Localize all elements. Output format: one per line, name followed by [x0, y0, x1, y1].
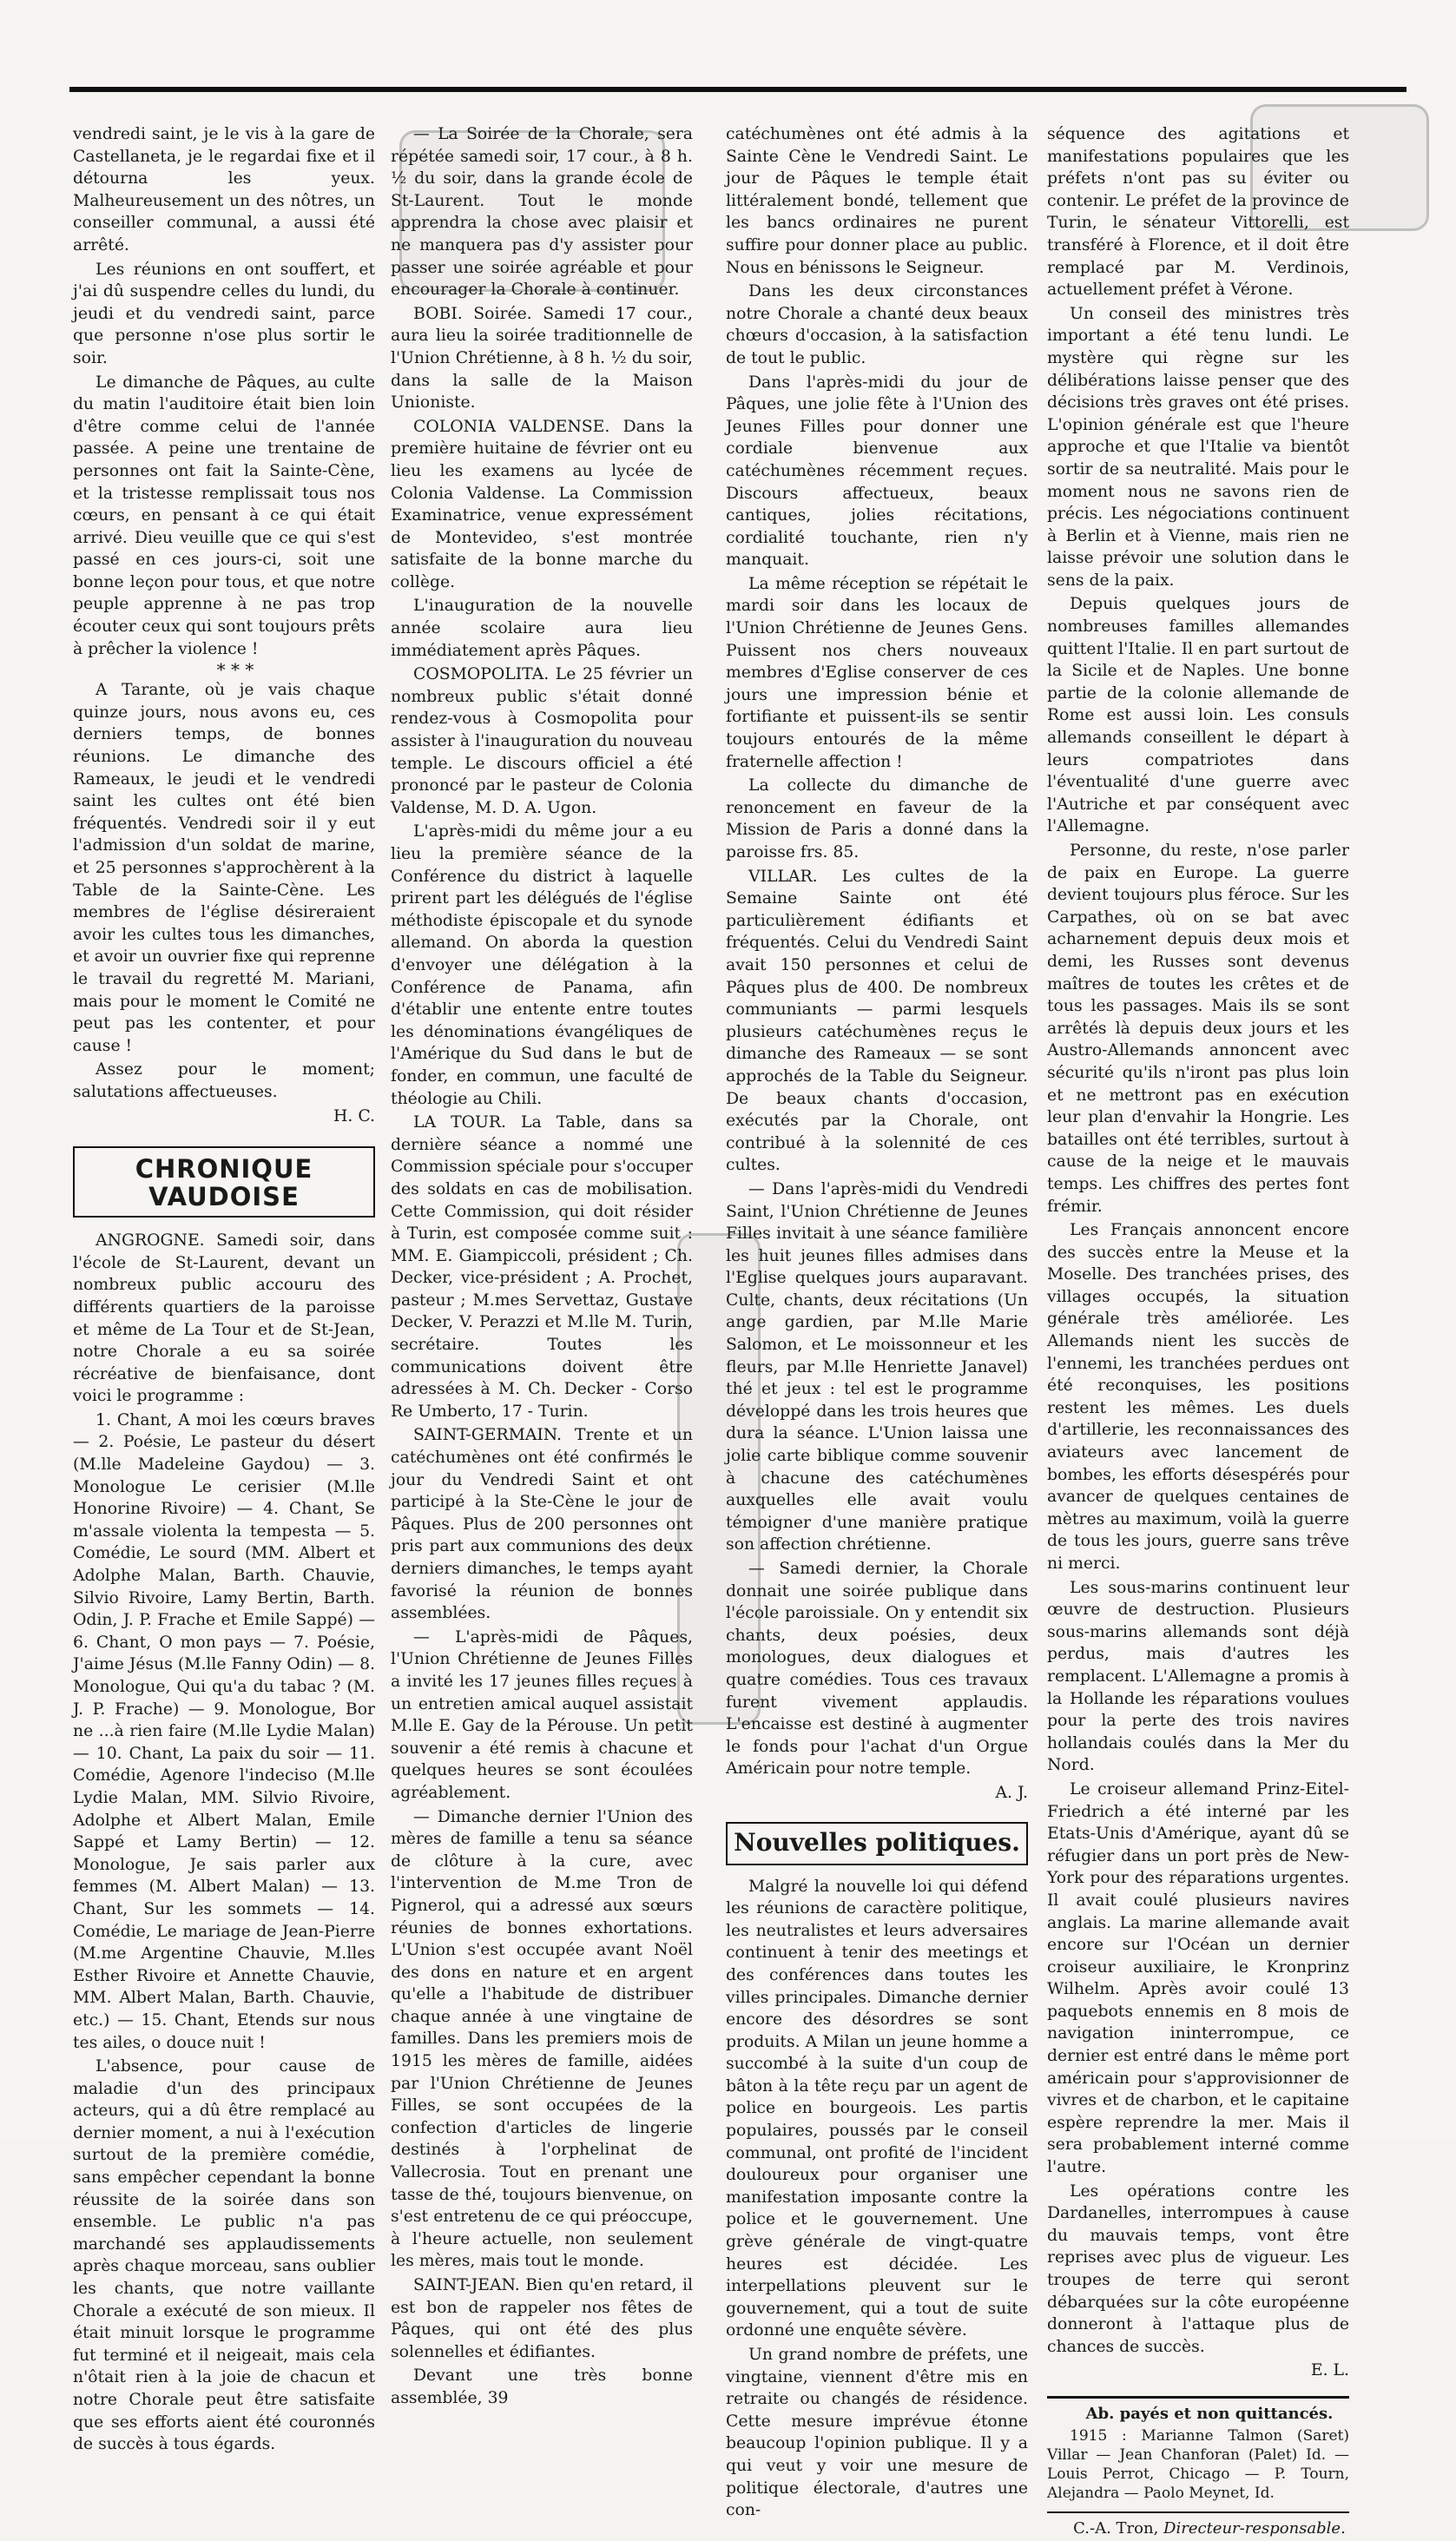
- paragraph: Un conseil des ministres très important a été tenu lundi. Le mystère qui règne sur les délibérations laisse penser que des décisions très graves ont été prises. L'opinion générale est que l'heure approche et que l'Italie va bientôt sortir de sa neutralité. Mais pour le moment nous ne savons rien de précis. Les négociations continuent à Berlin et à Vienne, mais rien ne laisse prévoir une solution dans le sens de la paix.: [1047, 304, 1349, 590]
- paragraph: La collecte du dimanche de renoncement en faveur de la Mission de Paris a donné dans la paroisse frs. 85.: [726, 776, 1028, 861]
- paragraph: Assez pour le moment; salutations affectueuses.: [73, 1060, 375, 1101]
- paragraph: catéchumènes ont été admis à la Sainte Cène le Vendredi Saint. Le jour de Pâques le temple était littéralement bondé, tellement que les bancs ordinaires ne purent suffire pour donner place au public. Nous en bénissons le Seigneur.: [726, 125, 1028, 277]
- paragraph: — Dans l'après-midi du Vendredi Saint, l'Union Chrétienne de Jeunes Filles invitait à une séance familière les huit jeunes filles admises dans l'Eglise quelques jours auparavant. Culte, chants, deux récitations (Un ange gardien, par M.lle Marie Salomon, et Le moissonneur et les fleurs, par M.lle Henriette Janavel) thé et jeux : tel est le programme développé dans les trois heures que dura la séance. L'Union laissa une jolie carte biblique comme souvenir à chacune des catéchumènes auxquelles elle avait voulu témoigner d'une manière pratique son affection chrétienne.: [726, 1179, 1028, 1554]
- paragraph: SAINT-GERMAIN. Trente et un catéchumènes ont été confirmés le jour du Vendredi Saint et ont participé à la Ste-Cène le jour de Pâques. Plus de 200 personnes ont pris part aux communions des deux derniers dimanches, le temps ayant favorisé la réunion de bonnes assemblées.: [391, 1426, 693, 1623]
- director-line: [1047, 2518, 1349, 2539]
- paragraph: ANGROGNE. Samedi soir, dans l'école de St-Laurent, devant un nombreux public accouru des différents quartiers de la paroisse et même de La Tour et de St-Jean, notre Chorale a eu sa soirée récréative de bienfaisance, dont voici le programme :: [73, 1231, 375, 1406]
- paragraph: BOBI. Soirée. Samedi 17 cour., aura lieu la soirée traditionnelle de l'Union Chrétienne, à 8 h. ½ du soir, dans la salle de la Maison Unioniste.: [391, 304, 693, 412]
- paragraph: Malgré la nouvelle loi qui défend les réunions de caractère politique, les neutralistes et leurs adversaires continuent à tenir des meetings et des conférences dans toutes les villes principales. Dimanche dernier encore des désordres se sont produits. A Milan un jeune homme a succombé à la suite d'un coup de bâton à la tête reçu par un agent de police en bourgeois. Les partis populaires, poussés par le conseil communal, ont profité de l'incident douloureux pour organiser une manifestation imposante contre la police et le gouvernement. Une grève générale de vingt-quatre heures est décidée. Les interpellations pleuvent sur le gouvernement, qui a tout de suite ordonné une enquête sévère.: [726, 1877, 1028, 2340]
- signature: H. C.: [333, 1106, 375, 1125]
- paragraph: VILLAR. Les cultes de la Semaine Sainte ont été particulièrement édifiants et fréquentés. Celui du Vendredi Saint avait 150 personnes et celui de Pâques plus de 400. De nombreux communiants — parmi lesquels plusieurs catéchumènes reçus le dimanche des Rameaux — se sont approchés de la Table du Seigneur. De beaux chants d'occasion, exécutés par la Chorale, ont contribué à la solennité de ces cultes.: [726, 867, 1028, 1175]
- paragraph: A Tarante, où je vais chaque quinze jours, nous avons eu, ces derniers temps, de bonnes réunions. Le dimanche des Rameaux, le jeudi et le vendredi saint les cultes ont été bien fréquentés. Vendredi soir il y eut l'admission d'un soldat de marine, et 25 personnes s'approchèrent à la Table de la Sainte-Cène. Les membres de l'église désireraient avoir les cultes tous les dimanches, et avoir un ouvrier fixe qui reprenne le travail du regretté M. Mariani, mais pour le moment le Comité ne peut pas les contenter, et pour cause !: [73, 681, 375, 1055]
- column-2: [391, 123, 693, 2412]
- paragraph: — Dimanche dernier l'Union des mères de famille a tenu sa séance de clôture à la cure, avec l'intervention de M.me Tron de Pignerol, qui a adressé aux sœurs réunies de bonnes exhortations. L'Union s'est occupée avant Noël des dons en nature et en argent qu'elle a l'habitude de distribuer chaque année à une vingtaine de familles. Dans les premiers mois de 1915 les mères de famille, aidées par l'Union Chrétienne de Jeunes Filles, se sont occupées de la confection d'articles de lingerie destinés à l'orphelinat de Vallecrosia. Tout en prenant une tasse de thé, toujours bienvenue, on s'est entretenu de ce qui préoccupe, à l'heure actuelle, non seulement les mères, mais tout le monde.: [391, 1807, 693, 2271]
- paragraph: — La Soirée de la Chorale, sera répétée samedi soir, 17 cour., à 8 h. ½ du soir, dans la grande école de St-Laurent. Tout le monde apprendra la chose avec plaisir et ne manquera pas d'y assister pour passer une soirée agréable et pour encourager la Chorale à continuer.: [391, 125, 693, 300]
- subscriptions-notice-text: 1915 : Marianne Talmon (Saret) Villar — Jean Chanforan (Palet) Id. — Louis Perrot, Chicago — P. Tourn, Alejandra — Paolo Meynet, Id.: [1047, 2426, 1349, 2502]
- paragraph: LA TOUR. La Table, dans sa dernière séance a nommé une Commission spéciale pour s'occuper des soldats en cas de mobilisation. Cette Commission, qui doit résider à Turin, est composée comme suit : MM. E. Giampiccoli, président ; Ch. Decker, vice-président ; A. Prochet, pasteur ; M.mes Servettaz, Gustave Decker, V. Perazzi et M.lle M. Turin, secrétaire. Toutes les communications doivent être adressées à M. Ch. Decker - Corso Re Umberto, 17 - Turin.: [391, 1113, 693, 1421]
- paragraph: COSMOPOLITA. Le 25 février un nombreux public s'était donné rendez-vous à Cosmopolita pour assister à l'inauguration du nouveau temple. Le discours officiel a été prononcé par le pasteur de Colonia Valdense, M. D. A. Ugon.: [391, 665, 693, 817]
- paragraph: Les réunions en ont souffert, et j'ai dû suspendre celles du lundi, du jeudi et du vendredi saint, parce que personne n'ose plus sortir le soir.: [73, 260, 375, 367]
- director-name: C.-A. Tron,: [1073, 2518, 1159, 2538]
- paragraph: Le croiseur allemand Prinz-Eitel-Friedrich a été interné par les Etats-Unis d'Amérique, ayant dû se réfugier dans un port près de New-York pour des réparations urgentes. Il avait coulé plusieurs navires anglais. La marine allemande avait encore sur l'Océan un dernier croiseur auxiliaire, le Kronprinz Wilhelm. Après avoir coulé 13 paquebots ennemis en 8 mois de navigation ininterrompue, ce dernier est entré dans le même port américain pour s'approvisionner de vivres et de charbon, et le capitaine espère reprendre la mer. Mais il sera probablement interné comme l'autre.: [1047, 1779, 1349, 2177]
- paragraph: La même réception se répétait le mardi soir dans les locaux de l'Union Chrétienne de Jeunes Gens. Puissent nos chers nouveaux membres d'Eglise conserver de ces jours une impression bénie et fortifiante et puissent-ils se sentir toujours entourés de la même fraternelle affection !: [726, 574, 1028, 771]
- paragraph: 1. Chant, A moi les cœurs braves — 2. Poésie, Le pasteur du désert (M.lle Madeleine Gaydou) — 3. Monologue Le cerisier (M.lle Honorine Rivoire) — 4. Chant, Se m'assale violenta la tempesta — 5. Comédie, Le sourd (MM. Albert et Adolphe Malan, Barth. Chauvie, Silvio Rivoire, Lamy Bertin, Barth. Odin, J. P. Frache et Emile Sappé) — 6. Chant, O mon pays — 7. Poésie, J'aime Jésus (M.lle Fanny Odin) — 8. Monologue, Qui qu'a du tabac ? (M. J. P. Frache) — 9. Monologue, Bor ne ...à rien faire (M.lle Lydie Malan) — 10. Chant, La paix du soir — 11. Comédie, Agenore l'indeciso (M.lle Lydie Malan, MM. Silvio Rivoire, Adolphe et Albert Malan, Emile Sappé et Lamy Bertin) — 12. Monologue, Je sais parler aux femmes (M. Albert Malan) — 13. Chant, Sur les sommets — 14. Comédie, Le mariage de Jean-Pierre (M.me Argentine Chauvie, M.lles Esther Rivoire et Annette Chauvie, MM. Albert Malan, Barth. Chauvie, etc.) — 15. Chant, Etends sur nous tes ailes, o douce nuit !: [73, 1410, 375, 2052]
- paragraph: Dans les deux circonstances notre Chorale a chanté deux beaux chœurs d'occasion, à la satisfaction de tout le public.: [726, 282, 1028, 367]
- paragraph: Dans l'après-midi du jour de Pâques, une jolie fête à l'Union des Jeunes Filles pour donner une cordiale bienvenue aux catéchumènes récemment reçues. Discours affectueux, beaux cantiques, jolies récitations, cordialité touchante, rien n'y manquait.: [726, 373, 1028, 570]
- paragraph: — L'après-midi de Pâques, l'Union Chrétienne de Jeunes Filles a invité les 17 jeunes filles reçues à un entretien amical auquel assistait M.lle E. Gay de la Pérouse. Un petit souvenir a été remis à chacune et quelques heures se sont écoulées agréablement.: [391, 1627, 693, 1802]
- paragraph: Les sous-marins continuent leur œuvre de destruction. Plusieurs sous-marins allemands sont déjà perdus, mais d'autres les remplacent. L'Allemagne a promis à la Hollande les réparations voulues pour la perte des trois navires hollandais coulés dans la Mer du Nord.: [1047, 1578, 1349, 1775]
- column-4: [1047, 123, 1349, 2541]
- section-heading-nouvelles-politiques: Nouvelles politiques.: [726, 1822, 1028, 1865]
- paragraph: L'inauguration de la nouvelle année scolaire aura lieu immédiatement après Pâques.: [391, 597, 693, 660]
- section-heading-chronique-vaudoise: CHRONIQUE VAUDOISE: [73, 1146, 375, 1218]
- paragraph: Devant une très bonne assemblée, 39: [391, 2366, 693, 2407]
- paragraph: — Samedi dernier, la Chorale donnait une soirée publique dans l'école paroissiale. On y entendit six chants, deux poésies, deux monologues, deux dialogues et quatre comédies. Tous ces travaux furent vivement applaudis. L'encaisse est destiné à augmenter le fonds pour l'achat d'un Orgue Américain pour notre temple.: [726, 1560, 1028, 1779]
- paragraph: Les opérations contre les Dardanelles, interrompues à cause du mauvais temps, vont être reprises avec plus de vigueur. Les troupes de terre qui seront débarquées sur la côte européenne donneront à l'attaque plus de chances de succès.: [1047, 2181, 1349, 2356]
- column-3: [726, 123, 1028, 2524]
- subscriptions-notice-title: Ab. payés et non quittancés.: [1085, 2404, 1334, 2423]
- paragraph: L'après-midi du même jour a eu lieu la première séance de la Conférence du district à laquelle prirent part les délégués de l'église méthodiste épiscopale et du synode allemand. On aborda la question d'envoyer une délégation à la Conférence de Panama, afin d'établir une entente entre toutes les dénominations évangéliques de l'Amérique du Sud dans le but de fonder, en commun, une faculté de théologie au Chili.: [391, 822, 693, 1108]
- paragraph: L'absence, pour cause de maladie d'un des principaux acteurs, qui a dû être remplacé au dernier moment, a nui à l'exécution surtout de la première comédie, sans empêcher cependant la bonne réussite de la soirée dans son ensemble. Le public n'a pas marchandé ses applaudissements après chaque morceau, sans oublier les chants, que notre vaillante Chorale a exécuté de son mieux. Il était minuit lorsque le programme fut terminé et il neigeait, mais cela n'ôtait rien à la joie de chacun et notre Chorale peut être satisfaite que ses efforts aient été couronnés de succès à tous égards.: [73, 2057, 375, 2454]
- paragraph: SAINT-JEAN. Bien qu'en retard, il est bon de rappeler nos fêtes de Pâques, qui ont été des plus solennelles et édifiantes.: [391, 2276, 693, 2361]
- signature: E. L.: [1310, 2361, 1349, 2380]
- paragraph: Le dimanche de Pâques, au culte du matin l'auditoire était bien loin d'être comme celui de l'année passée. A peine une trentaine de personnes ont fait la Sainte-Cène, et la tristesse remplissait tous nos cœurs, en pensant à ce qui était arrivé. Dieu veuille que ce qui s'est passé en ces jours-ci, soit une bonne leçon pour tous, et que notre peuple apprenne à ne pas trop écouter ceux qui sont toujours prêts à prêcher la violence !: [73, 373, 375, 658]
- header-rule: [69, 87, 1407, 92]
- paragraph: séquence des agitations et manifestations populaires que les préfets n'ont pas su éviter ou contenir. Le préfet de la province de Turin, le sénateur Vittorelli, est transféré à Florence, et il doit être remplacé par M. Verdinois, actuellement préfet à Vérone.: [1047, 125, 1349, 300]
- paragraph: COLONIA VALDENSE. Dans la première huitaine de février ont eu lieu les examens au lycée de Colonia Valdense. La Commission Examinatrice, venue expressément de Montevideo, s'est montrée satisfaite de la bonne marche du collège.: [391, 417, 693, 591]
- paragraph: vendredi saint, je le vis à la gare de Castellaneta, je le regardai fixe et il détourna les yeux. Malheureusement un des nôtres, un conseiller communal, a aussi été arrêté.: [73, 125, 375, 254]
- section-separator: * * *: [216, 659, 254, 681]
- paragraph: Un grand nombre de préfets, une vingtaine, viennent d'être mis en retraite ou changés de résidence. Cette mesure imprévue étonne beaucoup l'opinion publique. Il y a qui veut y voir une mesure de politique électorale, d'autres une con-: [726, 2346, 1028, 2520]
- notice-rule: [1047, 2396, 1349, 2399]
- paragraph: Depuis quelques jours de nombreuses familles allemandes quittent l'Italie. Il en part surtout de la Sicile et de Naples. Une bonne partie de la colonie allemande de Rome est aussi loin. Les consuls allemands conseillent le départ à leurs compatriotes dans l'éventualité d'une guerre avec l'Autriche et par conséquent avec l'Allemagne.: [1047, 595, 1349, 836]
- paragraph: Personne, du reste, n'ose parler de paix en Europe. La guerre devient toujours plus féroce. Sur les Carpathes, où on se bat avec acharnement depuis deux mois et demi, les Russes sont devenus maîtres de toutes les crêtes et de tous les passages. Mais ils se sont arrêtés là depuis deux jours et les Austro-Allemands annoncent avec sécurité qu'ils n'iront pas plus loin et ne mettront pas en exécution leur plan d'envahir la Hongrie. Les batailles ont été terribles, surtout à cause de la neige et le mauvais temps. Les chiffres des pertes font frémir.: [1047, 842, 1349, 1216]
- column-1: [73, 123, 375, 2458]
- paragraph: Les Français annoncent encore des succès entre la Meuse et la Moselle. Des tranchées prises, des villages occupés, la situation générale très améliorée. Les Allemands nient les succès de l'ennemi, les tranchées perdues ont été reconquises, les positions restent les mêmes. Les duels d'artillerie, les reconnaissances des aviateurs avec lancement de bombes, les efforts désespérés pour avancer de quelques centaines de mètres au maximum, voilà la guerre de tous les jours, guerre sans trêve ni merci.: [1047, 1221, 1349, 1573]
- director-title: Directeur-responsable.: [1163, 2518, 1346, 2538]
- director-rule: [1047, 2511, 1349, 2513]
- signature: A. J.: [995, 1783, 1028, 1802]
